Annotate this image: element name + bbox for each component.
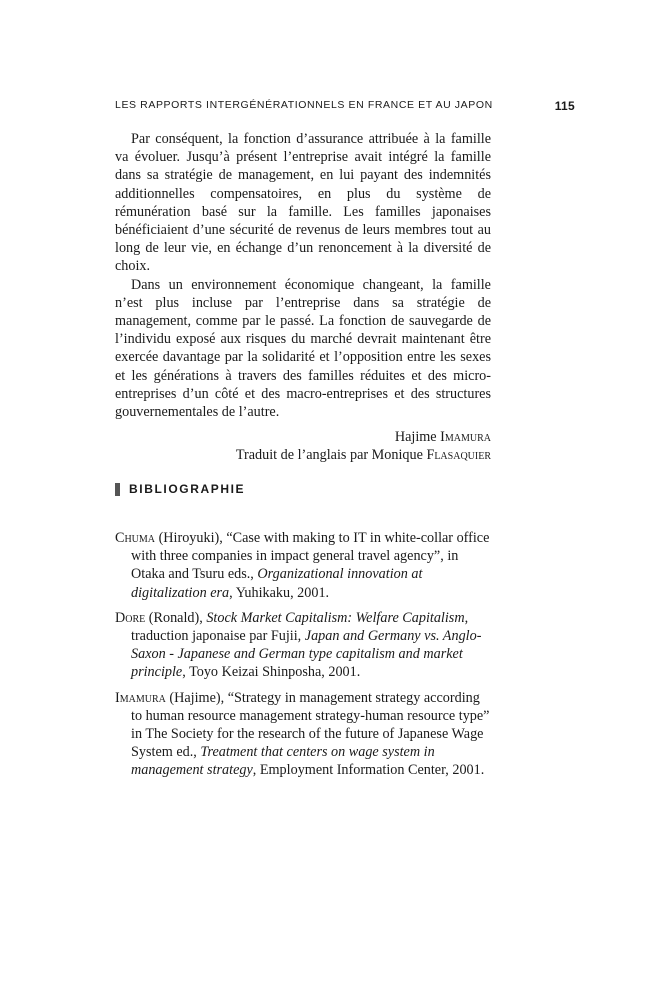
entry-author: Dore [115,609,146,626]
author-last-name: Imamura [440,429,491,445]
translator-last-name: Flasaquier [426,447,491,464]
bibliography-title: BIBLIOGRAPHIE [129,482,246,496]
bibliography-entry [115,609,491,682]
paragraph: Par conséquent, la fonction d’assurance attribuée à la famille va évoluer. Jusqu’à présent l’entreprise avait intégré la famille dans sa stratégie de management, en lui payant des indemnités additionnelles compensatoires, en plus du système de rémunération basé sur la famille. Les familles japonaises bénéficiaient d’une sécurité de revenus de leurs membres tout au long de leur vie, en échange d’un renoncement à la diversité de choix. [115,131,491,275]
paragraph: Dans un environnement économique changeant, la famille n’est plus incluse par l’entreprise dans sa stratégie de management, comme par le passé. La fonction de sauvegarde de l’individu exposé aux risques du marché devrait maintenant être exercée davantage par la solidarité et l’opposition entre les sexes et les générations à travers des familles réduites et des micro-entreprises d’un côté et des macro-entreprises et des structures gouvernementales de l’autre. [115,276,491,421]
bibliography-list [115,529,491,787]
entry-title: Organizational innovation at digitalization era [131,566,423,601]
bibliography-entry [115,529,491,602]
entry-publisher: , Toyo Keizai Shinposha, 2001. [182,664,361,681]
entry-publisher: , Yuhikaku, 2001. [229,584,330,601]
signature-block [115,428,491,464]
author-first-name: Hajime [394,429,437,445]
entry-title: Stock Market Capitalism: Welfare Capitalism [206,609,465,626]
entry-author: Chuma [115,530,156,546]
body-text [115,130,491,421]
bibliography-heading [115,482,245,496]
entry-publisher: , Employment Information Center, 2001. [252,762,485,779]
translator-text: Traduit de l’anglais par Monique [235,447,423,464]
entry-text-middle: , traduction japonaise par Fujii, [131,609,469,645]
entry-text: (Hiroyuki), “Case with making to IT in white-collar office with three companies in impact general travel agency”, in Otaka and Tsuru eds., [131,530,490,583]
author-line [115,428,491,446]
translator-line [115,446,491,464]
running-title: LES RAPPORTS INTERGÉNÉRATIONNELS EN FRANCE ET AU JAPON [115,99,493,111]
entry-text: (Ronald), [145,609,207,626]
entry-title-translation: Japan and Germany vs. Anglo-Saxon - Japanese and German type capitalism and market principle [131,628,482,681]
page-number: 115 [554,99,575,113]
entry-title: Treatment that centers on wage system in management strategy [131,744,435,779]
heading-marker-icon [115,483,120,496]
bibliography-entry [115,689,491,780]
entry-text: (Hajime), “Strategy in management strategy according to human resource management strategy-human resource type” in The Society for the research of the future of Japanese Wage System ed., [131,689,490,761]
entry-author: Imamura [115,689,166,706]
